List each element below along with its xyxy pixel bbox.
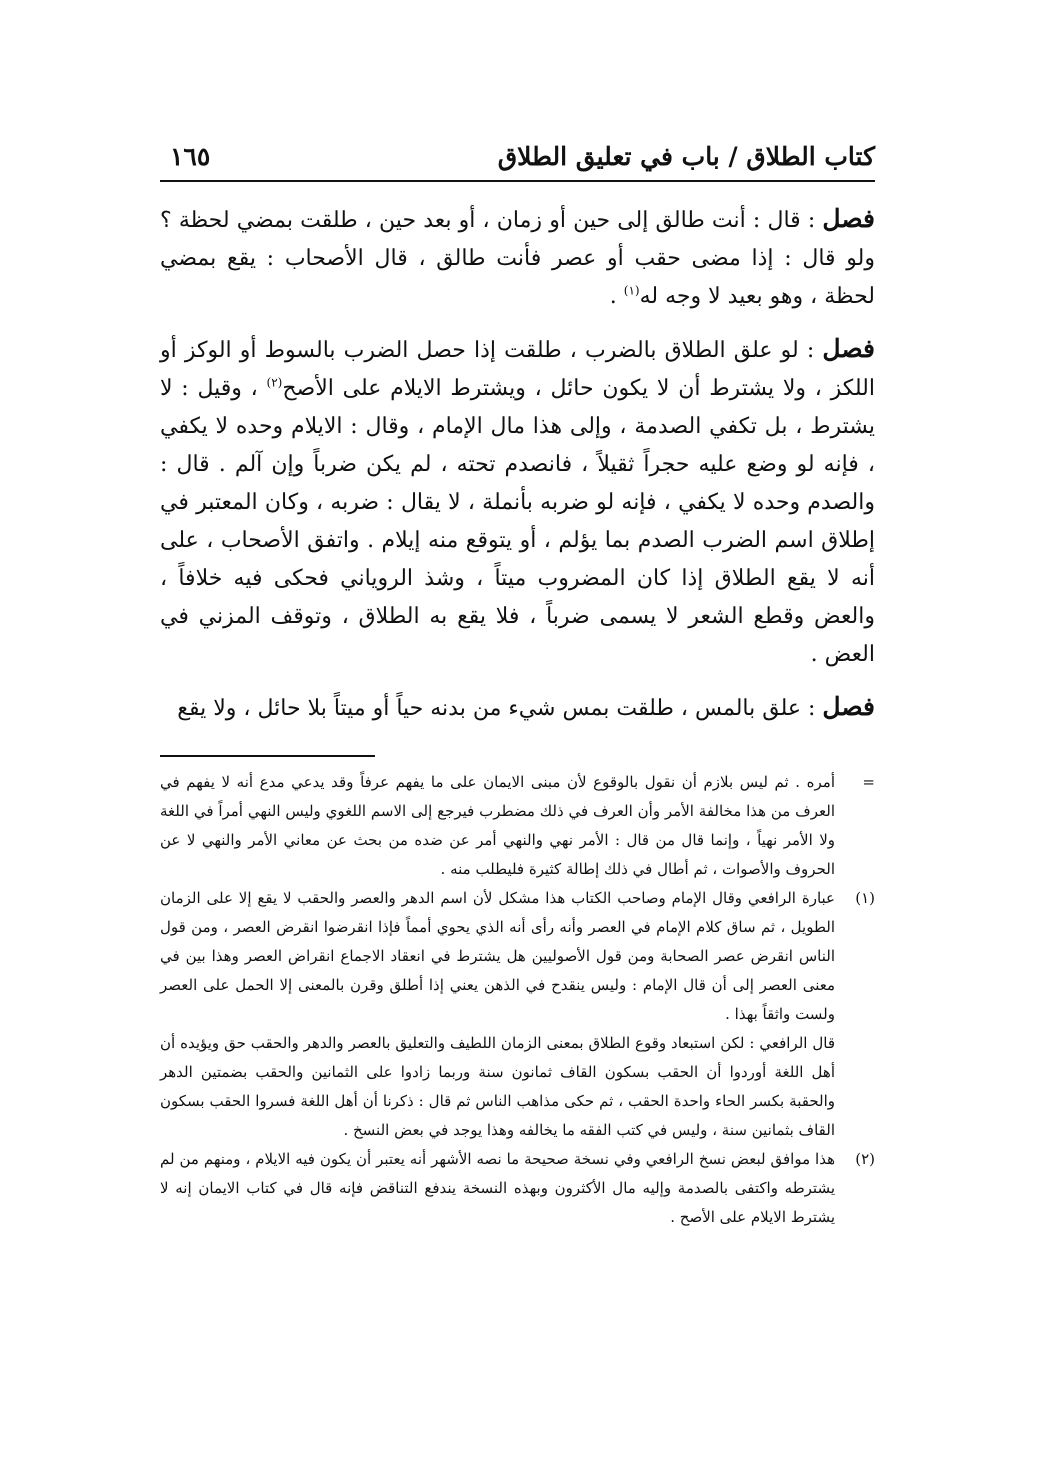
footnote-marker: (١) [855, 889, 875, 907]
footnote-text: عبارة الرافعي وقال الإمام وصاحب الكتاب هذا مشكل لأن اسم الدهر والعصر والحقب لا يقع إلا على الزمان الطويل ، ثم ساق كلام الإمام في العصر وأنه رأى أنه الذي يحوي أمماً فإذا انقرضوا انقرض العصر ، ومن قول الناس انقرض عصر الصحابة ومن قول الأصوليين هل يشترط في انعقاد الاجماع انقراض العصر وهذا بين في معنى العصر إلى أن قال الإمام : وليس ينقدح في الذهن يعني إذا أطلق وقرن بالمعنى إلا الحمل على العصر ولست واثقاً بهذا . [160, 889, 835, 1023]
section-heading: فصل [822, 692, 875, 721]
page-number: ١٦٥ [170, 142, 211, 171]
footnote [160, 1145, 875, 1232]
main-text [160, 200, 875, 728]
section-paragraph [160, 330, 875, 674]
footnotes [160, 768, 875, 1232]
running-title: كتاب الطلاق / باب في تعليق الطلاق [497, 142, 875, 171]
footnote-marker: = [862, 773, 875, 791]
footnote-text: أمره . ثم ليس بلازم أن نقول بالوقوع لأن مبنى الايمان على ما يفهم عرفاً وقد يدعي مدع أنه لا يفهم في العرف من هذا مخالفة الأمر وأن العرف في ذلك مضطرب فيرجع إلى الاسم اللغوي وليس النهي أمراً في اللغة ولا الأمر نهياً ، وإنما قال من قال : الأمر نهي والنهي أمر عن ضده من بحث عن معاني الأمر والنهي لا عن الحروف والأصوات ، ثم أطال في ذلك إطالة كثيرة فليطلب منه . [160, 773, 835, 878]
section-text-tail: ، وقيل : لا يشترط ، بل تكفي الصدمة ، وإلى هذا مال الإمام ، وقال : الايلام وحده لا يكفي ، فإنه لو وضع عليه حجراً ثقيلاً ، فانصدم تحته ، لم يكن ضرباً وإن آلم . قال : والصدم وحده لا يكفي ، فإنه لو ضربه بأنملة ، لا يقال : ضربه ، وكان المعتبر في إطلاق اسم الضرب الصدم بما يؤلم ، أو يتوقع منه إيلام . واتفق الأصحاب ، على أنه لا يقع الطلاق إذا كان المضروب ميتاً ، وشذ الروياني فحكى فيه خلافاً ، والعض وقطع الشعر لا يسمى ضرباً ، فلا يقع به الطلاق ، وتوقف المزني في العض . [160, 376, 875, 667]
footnote-ref: (١) [623, 283, 640, 298]
footnote-text: هذا موافق لبعض نسخ الرافعي وفي نسخة صحيحة ما نصه الأشهر أنه يعتبر أن يكون فيه الايلام ، ومنهم من لم يشترطه واكتفى بالصدمة وإليه مال الأكثرون وبهذه النسخة يندفع التناقض فإنه قال في كتاب الايمان إنه لا يشترط الايلام على الأصح . [160, 1150, 835, 1226]
section-text: : لو علق الطلاق بالضرب ، طلقت إذا حصل الضرب بالسوط أو الوكز أو اللكز ، ولا يشترط أن لا يكون حائل ، ويشترط الايلام على الأصح [160, 338, 875, 401]
footnote-ref: (٢) [266, 375, 283, 390]
section-paragraph [160, 688, 875, 728]
section-text: : علق بالمس ، طلقت بمس شيء من بدنه حياً أو ميتاً بلا حائل ، ولا يقع [177, 696, 816, 721]
section-text-tail: . [609, 284, 624, 309]
footnote [160, 768, 875, 884]
footnote-marker: (٢) [855, 1150, 875, 1168]
footnote [160, 1029, 875, 1145]
section-heading: فصل [822, 204, 875, 233]
section-heading: فصل [822, 334, 875, 363]
running-header [160, 136, 875, 182]
footnote-text: قال الرافعي : لكن استبعاد وقوع الطلاق بمعنى الزمان اللطيف والتعليق بالعصر والدهر والحقب حق ويؤيده أن أهل اللغة أوردوا أن الحقب بسكون القاف ثمانون سنة وربما زادوا على الثمانين والحقب بضمتين الدهر والحقبة بكسر الحاء واحدة الحقب ، ثم حكى مذاهب الناس ثم قال : ذكرنا أن أهل اللغة فسروا الحقب بسكون القاف بثمانين سنة ، وليس في كتب الفقه ما يخالفه وهذا يوجد في بعض النسخ . [160, 1034, 835, 1139]
footnote-separator [160, 755, 375, 757]
section-paragraph [160, 200, 875, 316]
footnote [160, 884, 875, 1029]
section-text: : قال : أنت طالق إلى حين أو زمان ، أو بعد حين ، طلقت بمضي لحظة ؟ ولو قال : إذا مضى حقب أو عصر فأنت طالق ، قال الأصحاب : يقع بمضي لحظة ، وهو بعيد لا وجه له [160, 208, 875, 309]
